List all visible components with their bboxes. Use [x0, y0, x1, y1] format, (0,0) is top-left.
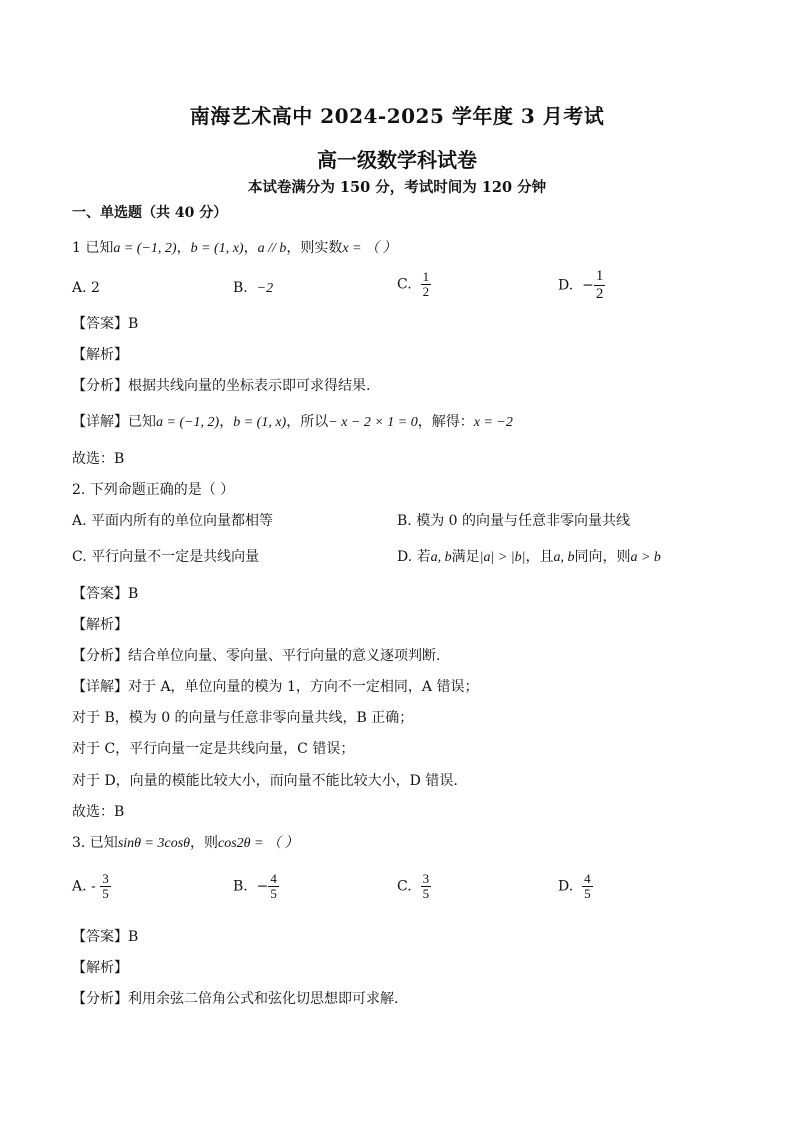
- q2-option-b: B. 模为 0 的向量与任意非零向量共线: [397, 513, 630, 529]
- q3-option-d: [558, 872, 593, 901]
- fraction-numerator: 3: [102, 871, 109, 886]
- q2-detail-1: 【详解】对于 A，单位向量的模为 1，方向不一定相同，A 错误；: [72, 679, 479, 695]
- fraction-numerator: 1: [422, 269, 430, 284]
- q1-detail-result: x = −2: [473, 415, 513, 430]
- fraction-numerator: 1: [595, 268, 604, 284]
- q2-option-d-mid3: 同向，则: [574, 549, 631, 565]
- exam-title: 南海艺术高中 2024-2025 学年度 3 月考试: [189, 104, 605, 128]
- q1-stem-prefix: 1 已知: [72, 240, 114, 256]
- exam-subtitle: 高一级数学科试卷: [317, 148, 477, 172]
- fraction-denominator: 5: [102, 886, 109, 901]
- q1-detail-mid: ，所以: [286, 414, 329, 430]
- fraction-numerator: 4: [270, 871, 277, 886]
- q2-analysis: 【分析】结合单位向量、零向量、平行向量的意义逐项判断.: [72, 648, 441, 664]
- q1-detail: [72, 412, 513, 433]
- q1-parallel: a // b: [257, 241, 287, 256]
- q3-expression: cos2θ = （ ）: [218, 836, 299, 851]
- q1-option-c-label: C.: [397, 276, 412, 293]
- q3-option-a-sign: -: [91, 878, 96, 895]
- q2-answer: 【答案】B: [72, 586, 139, 602]
- q2-analysis-label: 【解析】: [72, 617, 128, 633]
- q1-analysis-label: 【解析】: [72, 347, 128, 363]
- q1-option-b: [233, 278, 273, 299]
- q1-answer: 【答案】B: [72, 316, 139, 332]
- q1-option-d: [558, 268, 605, 303]
- fraction-denominator: 5: [422, 886, 430, 901]
- q1-analysis: 【分析】根据共线向量的坐标表示即可求得结果.: [72, 378, 371, 394]
- fraction-denominator: 5: [270, 886, 277, 901]
- q2-option-d-vectors: a, b: [430, 550, 452, 565]
- q3-option-b-sign: −: [256, 878, 269, 895]
- fraction-denominator: 5: [584, 886, 591, 901]
- q1-vector-a: a = (−1, 2): [113, 241, 177, 256]
- q2-detail-2: 对于 B，模为 0 的向量与任意非零向量共线，B 正确；: [72, 710, 414, 726]
- q1-detail-solve: ，解得：: [417, 414, 474, 430]
- q1-choice: 故选：B: [72, 451, 125, 467]
- q1-option-d-fraction: [594, 268, 606, 303]
- q3-option-c: [397, 872, 431, 901]
- q1-vector-b: b = (1, x): [190, 241, 244, 256]
- q3-answer: 【答案】B: [72, 929, 139, 945]
- section-heading: 一、单选题（共 40 分）: [72, 205, 228, 221]
- q3-stem: [72, 833, 299, 854]
- q3-option-a-fraction: [100, 872, 111, 901]
- q2-option-d-vectors2: a, b: [553, 550, 575, 565]
- q1-detail-equation: − x − 2 × 1 = 0: [328, 415, 418, 430]
- q1-option-b-label: B.: [233, 280, 248, 296]
- q1-x: x = （ ）: [342, 241, 397, 256]
- q3-analysis-label: 【解析】: [72, 960, 128, 976]
- q1-sep2: ，: [243, 240, 258, 256]
- q1-option-d-label: D.: [558, 277, 574, 294]
- q2-option-d-prefix: D. 若: [397, 549, 431, 565]
- q1-option-c: [397, 270, 431, 299]
- fraction-numerator: 4: [584, 871, 591, 886]
- q1-detail-sep: ，: [219, 414, 234, 430]
- q1-stem-suffix: ，则实数: [286, 240, 343, 256]
- q3-stem-prefix: 3. 已知: [72, 835, 118, 851]
- q3-option-d-label: D.: [558, 878, 574, 895]
- fraction-numerator: 3: [422, 871, 430, 886]
- exam-note: 本试卷满分为 150 分，考试时间为 120 分钟: [247, 179, 547, 196]
- q1-sep1: ，: [176, 240, 191, 256]
- q3-option-b: [233, 872, 279, 901]
- q3-option-c-label: C.: [397, 878, 412, 895]
- q2-option-c: C. 平行向量不一定是共线向量: [72, 549, 260, 565]
- q1-detail-vector-a: a = (−1, 2): [156, 415, 220, 430]
- q1-option-c-fraction: [421, 270, 432, 299]
- q3-option-a: [72, 872, 111, 901]
- q2-option-a: A. 平面内所有的单位向量都相等: [72, 513, 274, 529]
- q2-detail-4: 对于 D，向量的模能比较大小，而向量不能比较大小，D 错误.: [72, 773, 458, 789]
- q3-analysis: 【分析】利用余弦二倍角公式和弦化切思想即可求解.: [72, 991, 399, 1007]
- q3-option-d-fraction: [582, 872, 593, 901]
- fraction-denominator: 2: [595, 286, 604, 302]
- q2-option-d-inequality: |a| > |b|: [479, 550, 526, 565]
- q2-detail-3: 对于 C，平行向量一定是共线向量，C 错误；: [72, 741, 355, 757]
- q3-option-c-fraction: [421, 872, 432, 901]
- q3-option-b-label: B.: [233, 878, 248, 895]
- q3-equation: sinθ = 3cosθ: [117, 836, 191, 851]
- q1-stem: [72, 238, 397, 259]
- q3-option-a-label: A.: [72, 878, 87, 895]
- q1-option-a: A. 2: [72, 280, 100, 296]
- q2-option-d-mid: 满足: [451, 549, 480, 565]
- fraction-denominator: 2: [422, 284, 430, 299]
- q1-option-d-sign: −: [582, 277, 594, 294]
- q2-option-d-result: a > b: [630, 550, 661, 565]
- q1-detail-vector-b: b = (1, x): [233, 415, 287, 430]
- q2-stem: 2. 下列命题正确的是（ ）: [72, 482, 235, 498]
- q2-option-d: [397, 547, 661, 568]
- q3-stem-mid: ，则: [190, 835, 219, 851]
- q1-option-b-value: −2: [256, 281, 274, 296]
- q2-option-d-mid2: ，且: [525, 549, 554, 565]
- q3-option-b-fraction: [268, 872, 279, 901]
- q1-detail-prefix: 【详解】已知: [72, 414, 156, 430]
- q2-choice: 故选：B: [72, 804, 125, 820]
